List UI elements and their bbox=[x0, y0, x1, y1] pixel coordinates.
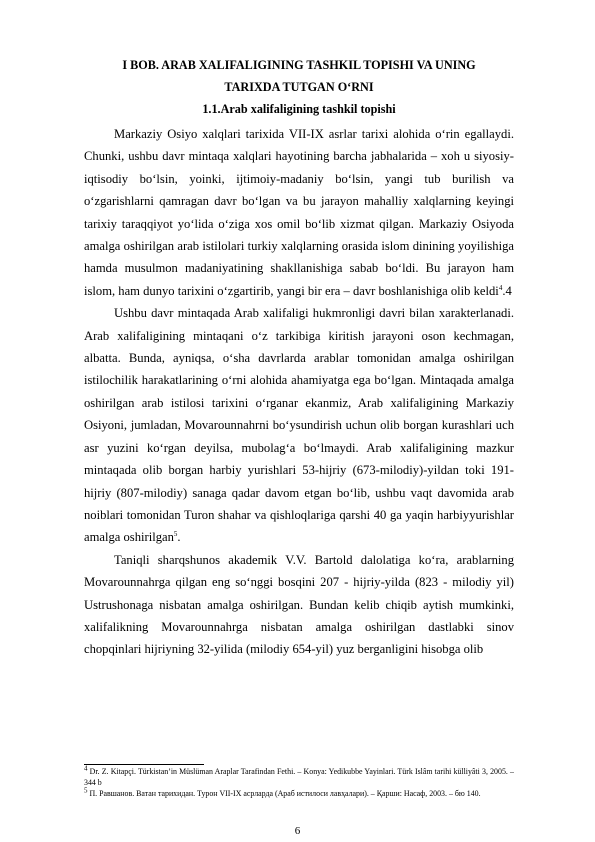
chapter-title-line2: TARIXDA TUTGAN O‘RNI bbox=[224, 80, 374, 94]
footnotes bbox=[84, 766, 514, 800]
footnote-5-mark: 5 bbox=[84, 786, 88, 795]
chapter-title: I BOB. ARAB XALIFALIGINING TASHKIL TOPISHI VA UNING bbox=[122, 58, 476, 72]
footnote-ref-5[interactable]: 5 bbox=[173, 530, 178, 539]
paragraph-1-text: Markaziy Osiyo xalqlari tarixida VII-IX asrlar tarixi alohida o‘rin egallaydi. Chunki, ushbu davr mintaqa xalqlari hayotining barcha jabhalarida – xoh u siyosiy-iqtisodiy bo‘lsin, yoinki, ijtimoiy-madaniy bo‘lsin, yangi tub burilish va o‘zgarishlarni qamragan davr bo‘lgan va bu jarayon mahalliy xalqlarning keyingi tarixiy taraqqiyot yo‘lida o‘ziga xos omil bo‘lib xizmat qilgan. Markaziy Osiyoda amalga oshirilgan arab istilolari turkiy xalqlarning orasida islom dinining yoyilishiga hamda musulmon madaniyatining shakllanishiga sabab bo‘ldi. Bu jarayon ham islom, ham dunyo tarixini o‘zgartirib, yangi bir era – davr boshlanishiga olib keldi bbox=[84, 127, 514, 298]
footnote-4 bbox=[84, 766, 514, 788]
footnote-4-text: Dr. Z. Kitapçi. Türkistan’in Müslüman Araplar Tarafindan Fethi. – Konya: Yedikubbe Yayinlari. Türk Islâm tarihi külliyâti 3, 2005. – 344 b bbox=[84, 767, 514, 788]
paragraph-2-tail: . bbox=[177, 530, 181, 545]
footnote-4-mark: 4 bbox=[84, 764, 88, 773]
paragraph-2 bbox=[84, 302, 514, 548]
paragraph-2-text: Ushbu davr mintaqada Arab xalifaligi hukmronligi davri bilan xarakterlanadi. Arab xalifaligining mintaqani o‘z tarkibiga kiritish jarayoni oson kechmagan, albatta. Bunda, ayniqsa, o‘sha davrlarda arablar tomonidan amalga oshirilgan istilochilik harakatlarining o‘rni alohida ahamiyatga ega bo‘lgan. Mintaqada amalga oshirilgan arab istilosi tarixini o‘rganar ekanmiz, Arab xalifaligining Markaziy Osiyoni, jumladan, Movarounnahrni bo‘ysundirish uchun olib borgan kurashlari uch asr yuzini ko‘rgan deyilsa, mubolag‘a bo‘lmaydi. Arab xalifaligining mazkur mintaqada olib borgan harbiy yurishlari 53-hijriy (673-milodiy)-yildan toki 191-hijriy (807-milodiy) sanaga qadar davom etgan bo‘lib, ushbu vaqt davomida arab noiblari tomonidan Turon shahar va qishloqlariga qarshi 40 ga yaqin harbiyyurishlar amalga oshirilgan bbox=[84, 306, 514, 545]
body-text bbox=[84, 123, 514, 661]
paragraph-1 bbox=[84, 123, 514, 302]
footnote-ref-4[interactable]: 4 bbox=[498, 283, 503, 292]
paragraph-3 bbox=[84, 549, 514, 661]
section-title: 1.1.Arab xalifaligining tashkil topishi bbox=[202, 102, 396, 116]
paragraph-1-tail: .4 bbox=[502, 283, 512, 298]
footnote-divider bbox=[84, 764, 204, 765]
footnote-5-text: П. Равшанов. Ватан тарихидан. Турон VII-IX асрларда (Араб истилоси лавҳалари). – Қарши: Насаф, 2003. – бю 140. bbox=[87, 789, 481, 799]
footnote-5 bbox=[84, 788, 514, 799]
page-number: 6 bbox=[294, 825, 301, 837]
paragraph-3-text: Taniqli sharqshunos akademik V.V. Bartold dalolatiga ko‘ra, arablarning Movarounnahrga qilgan eng so‘nggi bosqini 207 - hijriy-yilda (823 - milodiy yil) Ustrushonaga nisbatan amalga oshirilgan. Bundan kelib chiqib aytish mumkinki, xalifalikning Movarounnahrga nisbatan amalga oshirilgan dastlabki sinov chopqinlari hijriyning 32-yilida (milodiy 654-yil) yuz berganligini hisobga olib bbox=[84, 552, 514, 657]
